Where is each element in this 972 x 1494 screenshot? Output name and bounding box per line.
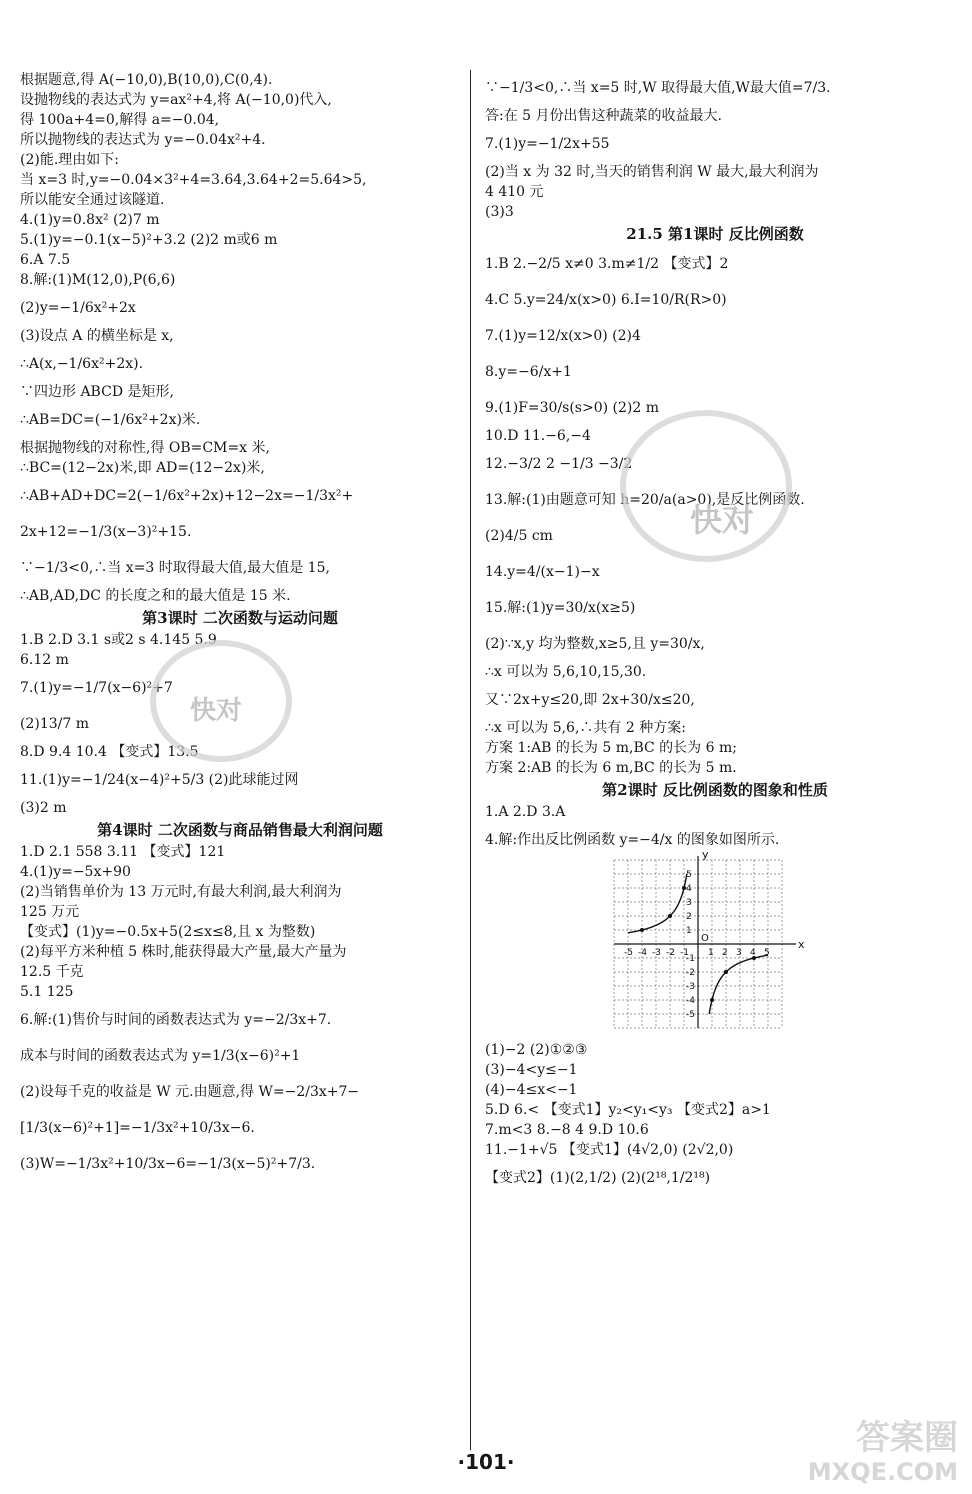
- answer-line: 所以能安全通过该隧道.: [20, 192, 165, 208]
- answer-line: 11.(1)y=−1/24(x−4)²+5/3 (2)此球能过网: [20, 772, 299, 788]
- page-number: ·101·: [457, 1450, 515, 1474]
- answer-line: 答:在 5 月份出售这种蔬菜的收益最大.: [485, 108, 722, 124]
- answer-line: (2)设每千克的收益是 W 元.由题意,得 W=−2/3x+7−: [20, 1084, 360, 1100]
- stamp-watermark-right-text: 快对: [690, 501, 755, 539]
- answer-line: 5.(1)y=−0.1(x−5)²+3.2 (2)2 m或6 m: [20, 232, 278, 248]
- answer-line: 6.12 m: [20, 652, 69, 668]
- answer-line: ∴AB=DC=(−1/6x²+2x)米.: [20, 412, 201, 428]
- x-tick-label: 3: [736, 948, 742, 958]
- hyperbola-graph: [603, 848, 805, 1034]
- right-bottom-text: [485, 1040, 945, 1196]
- y-axis-label: y: [702, 848, 709, 861]
- answer-line: (2)能.理由如下:: [20, 152, 119, 168]
- answer-line: ∴x 可以为 5,6,∴共有 2 种方案:: [485, 720, 686, 736]
- y-tick-label: -3: [686, 982, 695, 992]
- answer-line: 9.(1)F=30/s(s>0) (2)2 m: [485, 400, 660, 416]
- answer-line: ∴x 可以为 5,6,10,15,30.: [485, 664, 647, 680]
- answer-line: 10.D 11.−6,−4: [485, 428, 591, 444]
- answer-line: 设抛物线的表达式为 y=ax²+4,将 A(−10,0)代入,: [20, 92, 332, 108]
- x-tick-label: 4: [750, 948, 756, 958]
- corner-watermark-url: MXQE.COM: [807, 1458, 958, 1486]
- answer-line: 得 100a+4=0,解得 a=−0.04,: [20, 112, 220, 128]
- answer-line: 8.y=−6/x+1: [485, 364, 572, 380]
- graph-point: [710, 998, 714, 1002]
- answer-line: 6.A 7.5: [20, 252, 71, 268]
- graph-point: [724, 970, 728, 974]
- answer-line: 13.解:(1)由题意可知 h=20/a(a>0),是反比例函数.: [485, 492, 805, 508]
- answer-line: 11.−1+√5 【变式1】(4√2,0) (2√2,0): [485, 1142, 734, 1158]
- y-tick-label: 2: [686, 912, 692, 922]
- x-tick-label: -3: [652, 948, 661, 958]
- corner-watermark-title: 答案圈: [856, 1418, 958, 1458]
- y-tick-label: -1: [686, 954, 695, 964]
- answer-line: [1/3(x−6)²+1]=−1/3x²+10/3x−6.: [20, 1120, 255, 1136]
- left-column: [20, 70, 460, 1182]
- hyperbola-branch-left: [628, 874, 687, 933]
- answer-line: 4.(1)y=0.8x² (2)7 m: [20, 212, 160, 228]
- answer-line: 【变式】(1)y=−0.5x+5(2≤x≤8,且 x 为整数): [20, 924, 316, 940]
- section-heading: 21.5 第1课时 反比例函数: [626, 225, 804, 243]
- answer-line: (3)3: [485, 204, 514, 220]
- answer-line: (2)y=−1/6x²+2x: [20, 300, 136, 316]
- answer-line: 125 万元: [20, 904, 80, 920]
- answer-line: (2)4/5 cm: [485, 528, 553, 544]
- graph-point: [668, 914, 672, 918]
- answer-line: 根据抛物线的对称性,得 OB=CM=x 米,: [20, 440, 270, 456]
- answer-line: 14.y=4/(x−1)−x: [485, 564, 600, 580]
- answer-line: ∴A(x,−1/6x²+2x).: [20, 356, 144, 372]
- x-tick-label: -5: [624, 948, 633, 958]
- answer-line: ∴AB,AD,DC 的长度之和的最大值是 15 米.: [20, 588, 291, 604]
- answer-line: 5.1 125: [20, 984, 74, 1000]
- y-tick-label: -5: [686, 1010, 695, 1020]
- answer-line: (2)13/7 m: [20, 716, 89, 732]
- answer-line: 4.解:作出反比例函数 y=−4/x 的图象如图所示.: [485, 832, 780, 848]
- answer-line: 4 410 元: [485, 184, 544, 200]
- y-tick-label: 3: [686, 898, 692, 908]
- answer-line: 7.(1)y=−1/7(x−6)²+7: [20, 680, 173, 696]
- section-heading: 第2课时 反比例函数的图象和性质: [602, 781, 828, 799]
- y-tick-label: 5: [686, 870, 692, 880]
- answer-line: (2)每平方米种植 5 株时,能获得最大产量,最大产量为: [20, 944, 347, 960]
- answer-line: 所以抛物线的表达式为 y=−0.04x²+4.: [20, 132, 266, 148]
- answer-line: 根据题意,得 A(−10,0),B(10,0),C(0,4).: [20, 72, 273, 88]
- x-tick-label: 1: [708, 948, 714, 958]
- answer-line: 7.(1)y=−1/2x+55: [485, 136, 610, 152]
- answer-line: 7.(1)y=12/x(x>0) (2)4: [485, 328, 641, 344]
- answer-line: 7.m<3 8.−8 4 9.D 10.6: [485, 1122, 649, 1138]
- answer-line: (3)设点 A 的横坐标是 x,: [20, 328, 174, 344]
- y-tick-label: -4: [686, 996, 695, 1006]
- column-divider: [470, 70, 471, 1450]
- answer-line: 4.(1)y=−5x+90: [20, 864, 131, 880]
- graph-svg: [603, 848, 805, 1034]
- answer-line: (2)∵x,y 均为整数,x≥5,且 y=30/x,: [485, 636, 705, 652]
- y-tick-label: 1: [686, 926, 692, 936]
- answer-line: (1)−2 (2)①②③: [485, 1042, 588, 1058]
- x-tick-label: 2: [722, 948, 728, 958]
- answer-line: 1.B 2.D 3.1 s或2 s 4.145 5.9: [20, 632, 217, 648]
- answer-line: 成本与时间的函数表达式为 y=1/3(x−6)²+1: [20, 1048, 301, 1064]
- x-tick-label: 5: [764, 948, 770, 958]
- answer-line: 12.−3/2 2 −1/3 −3/2: [485, 456, 633, 472]
- answer-line: 8.解:(1)M(12,0),P(6,6): [20, 272, 176, 288]
- answer-line: 1.A 2.D 3.A: [485, 804, 566, 820]
- answer-line: 5.D 6.< 【变式1】y₂<y₁<y₃ 【变式2】a>1: [485, 1102, 771, 1118]
- corner-watermark: [808, 1418, 958, 1486]
- hyperbola-branch-right: [709, 955, 768, 1014]
- answer-line: (3)W=−1/3x²+10/3x−6=−1/3(x−5)²+7/3.: [20, 1156, 316, 1172]
- answer-line: (4)−4≤x<−1: [485, 1082, 578, 1098]
- answer-line: (3)2 m: [20, 800, 67, 816]
- answer-line: 6.解:(1)售价与时间的函数表达式为 y=−2/3x+7.: [20, 1012, 332, 1028]
- x-tick-label: -4: [638, 948, 647, 958]
- answer-line: ∵−1/3<0,∴当 x=5 时,W 取得最大值,W最大值=7/3.: [485, 80, 831, 96]
- section-heading: 第3课时 二次函数与运动问题: [142, 609, 338, 627]
- answer-line: ∵−1/3<0,∴当 x=3 时取得最大值,最大值是 15,: [20, 560, 330, 576]
- answer-line: (2)当 x 为 32 时,当天的销售利润 W 最大,最大利润为: [485, 164, 819, 180]
- answer-line: (2)当销售单价为 13 万元时,有最大利润,最大利润为: [20, 884, 342, 900]
- answer-line: 2x+12=−1/3(x−3)²+15.: [20, 524, 192, 540]
- section-heading: 第4课时 二次函数与商品销售最大利润问题: [97, 821, 383, 839]
- stamp-watermark-left-text: 快对: [190, 696, 243, 726]
- answer-line: 8.D 9.4 10.4 【变式】13.5: [20, 744, 199, 760]
- answer-line: 15.解:(1)y=30/x(x≥5): [485, 600, 636, 616]
- answer-line: 12.5 千克: [20, 964, 84, 980]
- answer-line: ∴AB+AD+DC=2(−1/6x²+2x)+12−2x=−1/3x²+: [20, 488, 354, 504]
- answer-line: 1.B 2.−2/5 x≠0 3.m≠1/2 【变式】2: [485, 256, 729, 272]
- answer-line: 4.C 5.y=24/x(x>0) 6.I=10/R(R>0): [485, 292, 727, 308]
- graph-point: [640, 928, 644, 932]
- answer-line: 又∵2x+y≤20,即 2x+30/x≤20,: [485, 692, 695, 708]
- answer-line: 1.D 2.1 558 3.11 【变式】121: [20, 844, 226, 860]
- answer-line: ∵四边形 ABCD 是矩形,: [20, 384, 174, 400]
- x-tick-label: -2: [666, 948, 675, 958]
- right-column: [485, 70, 945, 1196]
- y-tick-label: 4: [686, 884, 692, 894]
- answer-line: 当 x=3 时,y=−0.04×3²+4=3.64,3.64+2=5.64>5,: [20, 172, 367, 188]
- y-tick-label: -2: [686, 968, 695, 978]
- answer-line: 方案 2:AB 的长为 6 m,BC 的长为 5 m.: [485, 760, 737, 776]
- origin-label: O: [701, 933, 709, 944]
- answer-line: (3)−4<y≤−1: [485, 1062, 578, 1078]
- answer-line: 【变式2】(1)(2,1/2) (2)(2¹⁸,1/2¹⁸): [485, 1170, 711, 1186]
- answer-line: 方案 1:AB 的长为 5 m,BC 的长为 6 m;: [485, 740, 737, 756]
- answer-line: ∴BC=(12−2x)米,即 AD=(12−2x)米,: [20, 460, 265, 476]
- x-axis-label: x: [798, 938, 805, 951]
- x-tick-label: -1: [680, 948, 689, 958]
